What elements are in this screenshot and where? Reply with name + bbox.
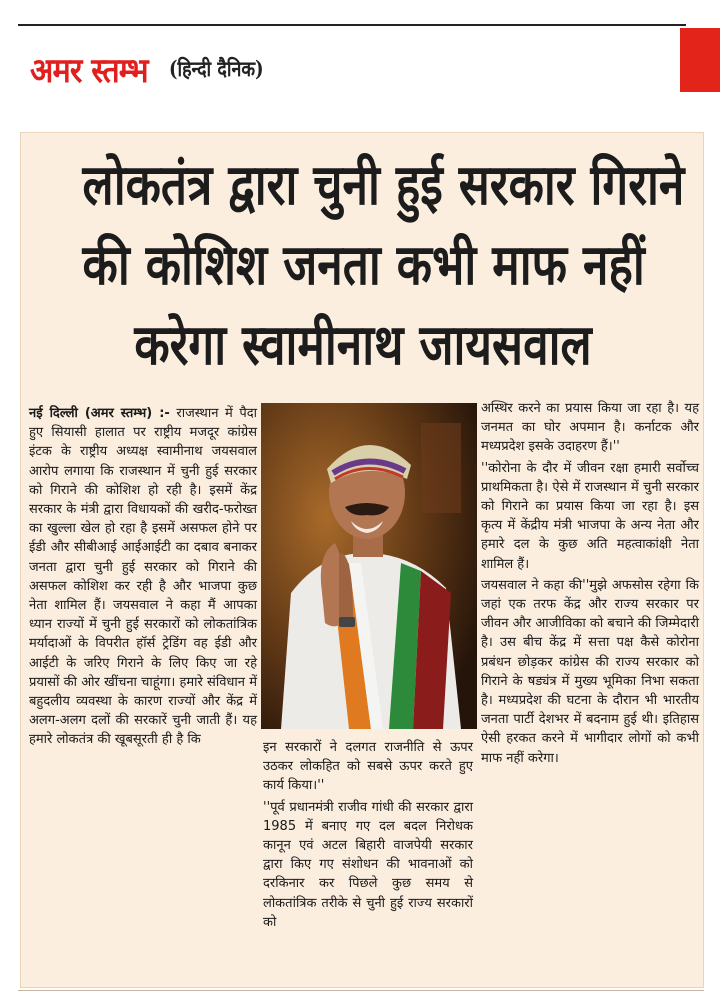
- column-2-paragraph-2: ''पूर्व प्रधानमंत्री राजीव गांधी की सरकार द्वारा 1985 में बनाए गए दल बदल निरोधक कानून एवं अटल बिहारी वाजपेयी सरकार द्वारा किए गए संशोधन की भावनाओं को दरकिनार कर पिछले कुछ समय से लोकतांत्रिक तरीके से चुनी हुई राज्य सरकारों को: [263, 799, 473, 930]
- article-column-1: [29, 404, 257, 752]
- news-article: [20, 132, 704, 988]
- article-headline: [21, 145, 705, 385]
- portrait-photo: [261, 403, 477, 729]
- column-1-text: राजस्थान में पैदा हुए सियासी हालात पर राष्ट्रीय मजदूर कांग्रेस इंटक के राष्ट्रीय अध्यक्ष स्वामीनाथ जयसवाल आरोप लगाया कि राजस्थान में चुनी हुई सरकार को गिराने की कोशिश हो रही है। इसमें केंद्र सरकार के मंत्री द्वारा विधायकों की खरीद-फरोख्त का खुल्ला खेल हो रहा है इसमें असफल होने पर ईडी और सीबीआई आईआईटी का दबाव बनाकर जनता द्वारा चुनी हुई सरकार को गिराने की असफल कोशिश कर रही है और भाजपा कुछ नेता शामिल हैं। जयसवाल ने कहा मैं आपका ध्यान राज्यों में चुनी हुई सरकारों को लोकतांत्रिक मर्यादाओं के विपरीत हॉर्स ट्रेडिंग वह ईडी और आईटी के जरिए गिराने के लिए किए जा रहे प्रयासों की ओर खींचना चाहूंगा। हमारे संविधान में बहुदलीय व्यवस्था के कारण राज्यों और केंद्र में अलग-अलग दलों की सरकारें चुनी जाती हैं। यह हमारे लोकतंत्र की खूबसूरती ही है कि: [29, 406, 257, 748]
- column-2-paragraph-1: इन सरकारों ने दलगत राजनीति से ऊपर उठकर लोकहित को सबसे ऊपर करते हुए कार्य किया।'': [263, 740, 473, 794]
- newspaper-logo: अमर स्तम्भ: [30, 51, 148, 91]
- column-3-paragraph-2: ''कोरोना के दौर में जीवन रक्षा हमारी सर्वोच्च प्राथमिकता है। ऐसे में राजस्थान में चुनी सरकार को गिराने का प्रयास किया जा रहा है। इस कृत्य में केंद्रीय मंत्री भाजपा के अन्य नेता और हमारे दल के कुछ अति महत्वाकांक्षी नेता शामिल हैं।: [481, 460, 699, 572]
- edition-label: (हिन्दी दैनिक): [168, 56, 264, 81]
- masthead-accent-block: [680, 28, 720, 92]
- headline-line-1: लोकतंत्र द्वारा चुनी हुई सरकार गिराने: [82, 152, 685, 218]
- masthead: [30, 44, 280, 94]
- article-column-3: [481, 399, 699, 770]
- headline-line-3: करेगा स्वामीनाथ जायसवाल: [134, 312, 592, 378]
- page-bottom-rule: [18, 990, 704, 991]
- headline-line-2: की कोशिश जनता कभी माफ नहीं: [82, 232, 645, 298]
- column-3-paragraph-1: अस्थिर करने का प्रयास किया जा रहा है। यह जनमत का घोर अपमान है। कर्नाटक और मध्यप्रदेश इसके उदाहरण हैं।'': [481, 401, 699, 455]
- article-column-2: [263, 738, 473, 934]
- dateline: नई दिल्ली (अमर स्तम्भ) :-: [29, 406, 170, 421]
- masthead-rule: [18, 24, 686, 26]
- column-3-paragraph-3: जयसवाल ने कहा की''मुझे अफसोस रहेगा कि जहां एक तरफ केंद्र और राज्य सरकार पर जीवन और आजीविका को बचाने की जिम्मेदारी है। उस बीच केंद्र में सत्ता पक्ष कैसे कोरोना प्रबंधन छोड़कर कांग्रेस की राज्य सरकार को गिराने के षड्यंत्र में मुख्य भूमिका निभा सकता है। मध्यप्रदेश की घटना के दौरान भी भारतीय जनता पार्टी देशभर में बदनाम हुई थी। इतिहास ऐसी हरकत करने में भागीदार लोगों को कभी माफ नहीं करेगा।: [481, 577, 699, 766]
